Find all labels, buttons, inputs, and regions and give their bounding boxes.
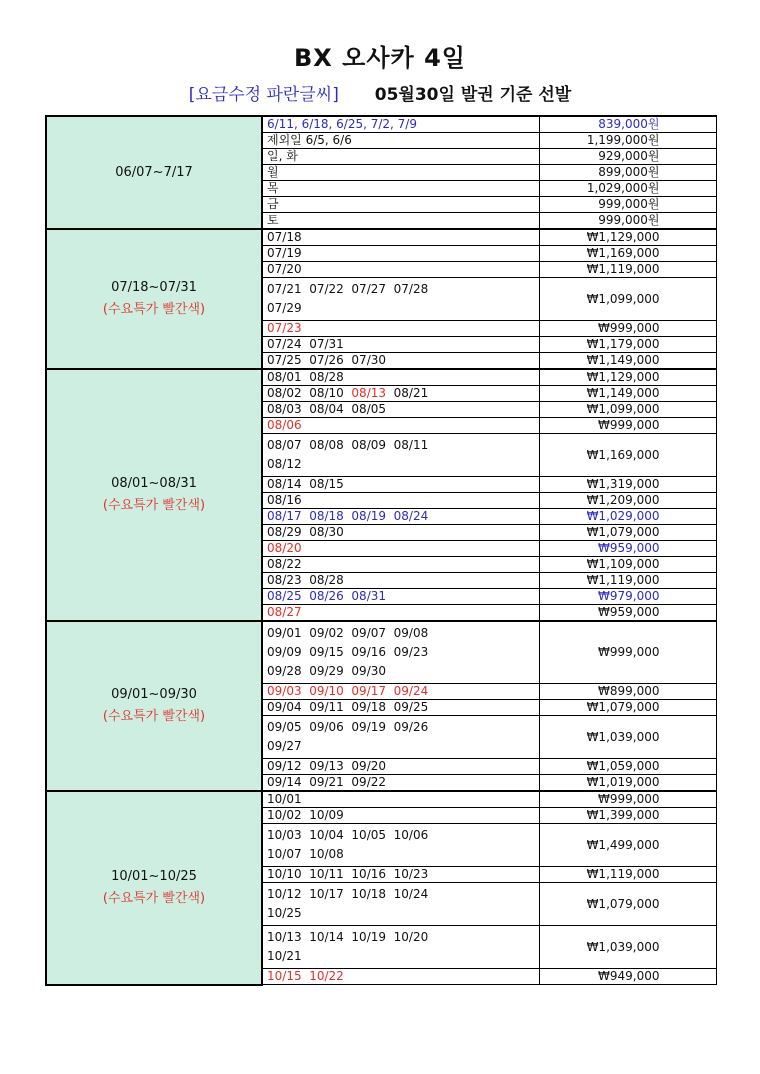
dates-cell (262, 197, 539, 213)
price-cell: ₩1,119,000 (539, 262, 716, 278)
dates-cell (262, 589, 539, 605)
dates-cell (262, 213, 539, 230)
dates-line: 07/19 (267, 246, 302, 260)
dates-line: 토 (267, 213, 279, 227)
period-range: 06/07~7/17 (115, 164, 193, 180)
dates-cell (262, 509, 539, 525)
fare-row (46, 116, 716, 133)
page-subtitle (0, 80, 760, 105)
dates-line: 목 (267, 181, 279, 195)
price-cell: ₩1,209,000 (539, 493, 716, 509)
dates-line: 09/01 09/02 09/07 09/08 (267, 626, 429, 640)
dates-line: 08/14 08/15 (267, 477, 344, 491)
dates-line: 09/03 09/10 09/17 09/24 (267, 684, 429, 698)
price-cell: ₩1,149,000 (539, 353, 716, 370)
dates-line: 10/07 10/08 (267, 847, 344, 861)
dates-line: 08/17 08/18 08/19 08/24 (267, 509, 429, 523)
dates-line: 08/23 08/28 (267, 573, 344, 587)
dates-cell (262, 557, 539, 573)
dates-line: 09/14 09/21 09/22 (267, 775, 387, 789)
dates-cell (262, 353, 539, 370)
dates-line: 07/18 (267, 230, 302, 244)
dates-cell (262, 418, 539, 434)
fare-row (46, 229, 716, 246)
dates-cell (262, 402, 539, 418)
dates-line: 10/03 10/04 10/05 10/06 (267, 828, 429, 842)
period-cell (46, 369, 262, 621)
dates-line: 일, 화 (267, 149, 298, 163)
page-title: BX 오사카 4일 (294, 44, 466, 72)
dates-line: 08/12 (267, 457, 302, 471)
price-cell: 839,000원 (539, 116, 716, 133)
price-cell: ₩999,000 (539, 621, 716, 684)
dates-line: 월 (267, 165, 279, 179)
dates-cell (262, 969, 539, 985)
price-cell: ₩1,059,000 (539, 759, 716, 775)
dates-line: 08/20 (267, 541, 302, 555)
period-cell (46, 229, 262, 369)
dates-line: 금 (267, 197, 279, 211)
dates-cell (262, 165, 539, 181)
dates-cell (262, 759, 539, 775)
fare-row (46, 621, 716, 684)
period-range: 07/18~07/31 (111, 280, 197, 295)
special-note: (수요특가 빨간색) (102, 498, 206, 513)
period-cell (46, 621, 262, 791)
dates-line: 07/23 (267, 321, 302, 335)
dates-line: 09/09 09/15 09/16 09/23 (267, 645, 429, 659)
dates-cell (262, 493, 539, 509)
dates-cell (262, 116, 539, 133)
price-cell: ₩899,000 (539, 684, 716, 700)
revision-note: [요금수정 파란글씨] (188, 85, 339, 105)
dates-cell (262, 477, 539, 493)
price-cell: 1,029,000원 (539, 181, 716, 197)
dates-line: 07/21 07/22 07/27 07/28 (267, 282, 429, 296)
price-cell: ₩1,079,000 (539, 525, 716, 541)
price-cell: ₩1,129,000 (539, 369, 716, 386)
dates-line: 10/21 (267, 949, 302, 963)
dates-line: 10/01 (267, 792, 302, 806)
price-cell: ₩959,000 (539, 605, 716, 622)
dates-line: 10/15 10/22 (267, 969, 344, 983)
dates-line: 08/27 (267, 605, 302, 619)
dates-cell (262, 321, 539, 337)
dates-cell (262, 278, 539, 321)
price-cell: ₩1,149,000 (539, 386, 716, 402)
fare-table (45, 115, 717, 986)
price-cell: ₩979,000 (539, 589, 716, 605)
dates-line: 08/25 08/26 08/31 (267, 589, 387, 603)
price-cell: ₩949,000 (539, 969, 716, 985)
dates-cell (262, 700, 539, 716)
dates-cell (262, 808, 539, 824)
period-cell (46, 791, 262, 985)
price-cell: ₩1,079,000 (539, 883, 716, 926)
price-cell: ₩1,039,000 (539, 926, 716, 969)
dates-line: 08/01 08/28 (267, 370, 344, 384)
dates-cell (262, 149, 539, 165)
dates-line: 10/12 10/17 10/18 10/24 (267, 887, 429, 901)
price-cell: ₩999,000 (539, 418, 716, 434)
period-range: 08/01~08/31 (111, 476, 197, 491)
dates-cell (262, 883, 539, 926)
dates-cell (262, 926, 539, 969)
dates-cell (262, 716, 539, 759)
price-cell: ₩1,039,000 (539, 716, 716, 759)
dates-line: 08/02 08/10 08/13 08/21 (267, 386, 429, 400)
dates-cell (262, 525, 539, 541)
dates-cell (262, 337, 539, 353)
dates-cell (262, 573, 539, 589)
dates-cell (262, 434, 539, 477)
period-cell (46, 116, 262, 229)
dates-line: 08/03 08/04 08/05 (267, 402, 387, 416)
dates-cell (262, 229, 539, 246)
price-cell: ₩1,099,000 (539, 402, 716, 418)
dates-line: 09/27 (267, 739, 302, 753)
price-cell: ₩1,029,000 (539, 509, 716, 525)
price-cell: ₩1,499,000 (539, 824, 716, 867)
price-cell: ₩1,079,000 (539, 700, 716, 716)
dates-cell (262, 386, 539, 402)
price-cell: ₩1,109,000 (539, 557, 716, 573)
price-cell: 999,000원 (539, 197, 716, 213)
dates-cell (262, 181, 539, 197)
price-cell: ₩1,319,000 (539, 477, 716, 493)
dates-line: 제외일 6/5, 6/6 (267, 133, 352, 147)
dates-line: 09/05 09/06 09/19 09/26 (267, 720, 429, 734)
price-cell: ₩999,000 (539, 791, 716, 808)
dates-line: 10/13 10/14 10/19 10/20 (267, 930, 429, 944)
dates-line: 10/25 (267, 906, 302, 920)
dates-cell (262, 775, 539, 792)
dates-line: 07/20 (267, 262, 302, 276)
price-cell: ₩1,399,000 (539, 808, 716, 824)
price-cell: 1,199,000원 (539, 133, 716, 149)
dates-cell (262, 369, 539, 386)
price-cell: ₩959,000 (539, 541, 716, 557)
price-cell: 999,000원 (539, 213, 716, 230)
dates-line: 08/22 (267, 557, 302, 571)
dates-cell (262, 541, 539, 557)
dates-cell (262, 824, 539, 867)
price-cell: ₩1,169,000 (539, 434, 716, 477)
price-cell: 929,000원 (539, 149, 716, 165)
dates-line: 08/06 (267, 418, 302, 432)
dates-cell (262, 262, 539, 278)
special-note: (수요특가 빨간색) (102, 709, 206, 724)
dates-line: 09/12 09/13 09/20 (267, 759, 387, 773)
dates-line: 10/02 10/09 (267, 808, 344, 822)
price-cell: ₩1,169,000 (539, 246, 716, 262)
dates-line: 08/29 08/30 (267, 525, 344, 539)
dates-line: 09/04 09/11 09/18 09/25 (267, 700, 429, 714)
period-range: 09/01~09/30 (111, 687, 197, 702)
special-note: (수요특가 빨간색) (102, 890, 206, 906)
fare-table-body (46, 116, 716, 985)
price-cell: ₩1,119,000 (539, 573, 716, 589)
dates-line: 08/16 (267, 493, 302, 507)
dates-line: 08/07 08/08 08/09 08/11 (267, 438, 429, 452)
price-cell: ₩1,119,000 (539, 867, 716, 883)
dates-line: 07/25 07/26 07/30 (267, 353, 387, 367)
dates-cell (262, 867, 539, 883)
dates-line: 6/11, 6/18, 6/25, 7/2, 7/9 (267, 117, 417, 131)
issue-basis: 05월30일 발권 기준 선발 (374, 85, 572, 105)
special-date: 08/13 (351, 386, 387, 400)
dates-line: 07/29 (267, 301, 302, 315)
price-cell: 899,000원 (539, 165, 716, 181)
dates-cell (262, 133, 539, 149)
price-cell: ₩999,000 (539, 321, 716, 337)
fare-row (46, 791, 716, 808)
price-cell: ₩1,179,000 (539, 337, 716, 353)
dates-line: 07/24 07/31 (267, 337, 344, 351)
period-range: 10/01~10/25 (111, 868, 197, 884)
dates-line: 10/10 10/11 10/16 10/23 (267, 867, 429, 881)
dates-cell (262, 246, 539, 262)
fare-row (46, 369, 716, 386)
price-cell: ₩1,099,000 (539, 278, 716, 321)
price-cell: ₩1,129,000 (539, 229, 716, 246)
dates-cell (262, 791, 539, 808)
dates-cell (262, 684, 539, 700)
special-note: (수요특가 빨간색) (102, 302, 206, 317)
price-cell: ₩1,019,000 (539, 775, 716, 792)
dates-line: 09/28 09/29 09/30 (267, 664, 387, 678)
dates-cell (262, 605, 539, 622)
dates-cell (262, 621, 539, 684)
